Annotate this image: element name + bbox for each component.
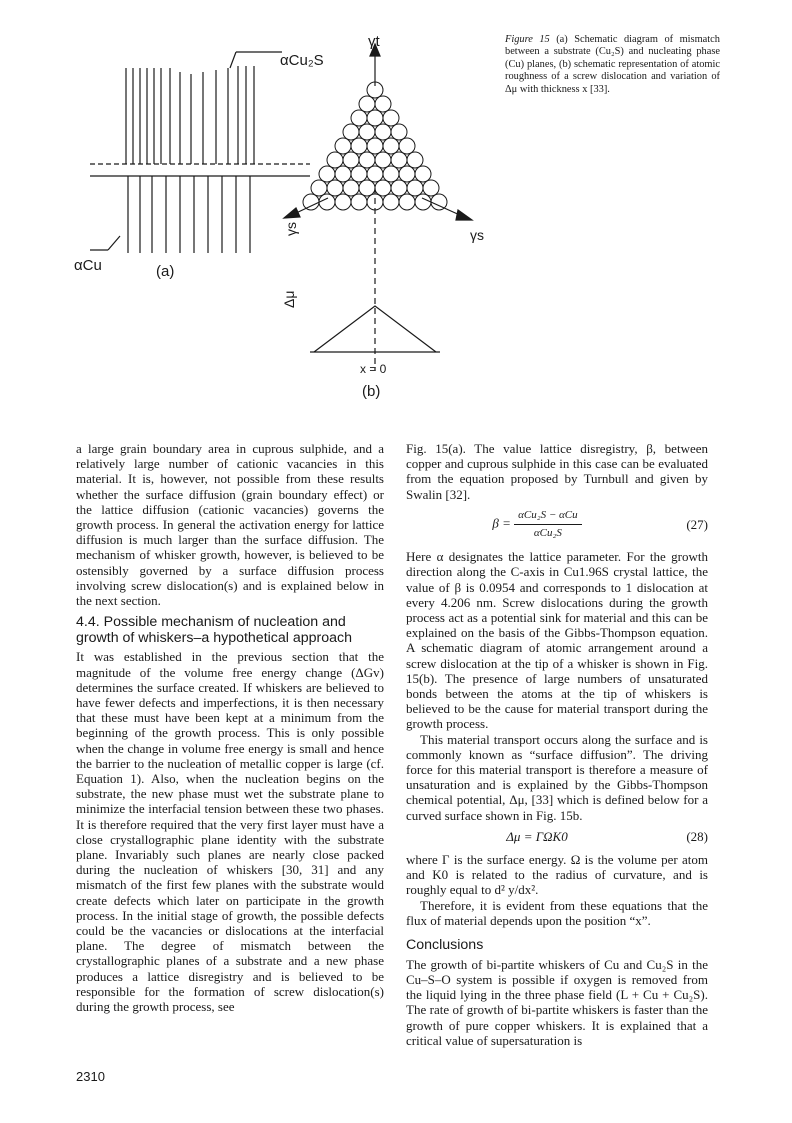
- section-heading-4-4: [76, 615, 384, 646]
- label-a: (a): [156, 263, 175, 280]
- atom: [391, 152, 407, 168]
- atom: [359, 180, 375, 196]
- right-para-5: Therefore, it is evident from these equations that the flux of material depends upon the position “x”.: [406, 897, 708, 928]
- atom: [359, 96, 375, 112]
- eq27-lhs: β =: [492, 515, 511, 531]
- caption-figure-label: Figure 15: [505, 34, 550, 45]
- conclusions-heading: Conclusions: [406, 937, 484, 954]
- mismatch-diagram-a: [90, 52, 310, 253]
- equation-28: [406, 829, 708, 844]
- right-para-4: where Γ is the surface energy. Ω is the volume per atom and K0 is related to the radius of curvature, and is roughly equal to d² y/dx².: [406, 852, 708, 898]
- atom: [335, 194, 351, 210]
- atom: [351, 194, 367, 210]
- atom: [351, 110, 367, 126]
- atom: [351, 166, 367, 182]
- atom: [383, 166, 399, 182]
- atom: [367, 138, 383, 154]
- atom: [399, 166, 415, 182]
- atom: [383, 110, 399, 126]
- atom: [335, 138, 351, 154]
- eq27-denominator: αCu₂S: [533, 527, 562, 540]
- atom: [343, 180, 359, 196]
- atom: [367, 166, 383, 182]
- atom: [327, 180, 343, 196]
- atom: [383, 194, 399, 210]
- atom: [423, 180, 439, 196]
- atom: [375, 152, 391, 168]
- atom: [375, 96, 391, 112]
- atom: [375, 180, 391, 196]
- atom: [391, 124, 407, 140]
- eq28-label: (28): [686, 828, 708, 844]
- gamma-s-right-label: γs: [470, 227, 484, 243]
- atom: [407, 180, 423, 196]
- atom: [319, 194, 335, 210]
- section-number: 4.4.: [76, 614, 100, 631]
- alpha-cu2s-label: αCu₂S: [280, 52, 324, 69]
- section-title: Possible mechanism of nucleation and growth of whiskers–a hypothetical approach: [76, 614, 353, 646]
- right-para-6: The growth of bi-partite whiskers of Cu and Cu₂S in the Cu–S–O system is possible if oxygen is removed from the liquid lying in the three phase field (L + Cu + Cu₂S). The rate of growth of bi-partite whiskers is faster than the growth of pure copper whiskers. It is explained that a critical value of supersaturation is: [406, 956, 708, 1048]
- atom: [303, 194, 319, 210]
- label-b: (b): [362, 383, 381, 400]
- eq27-numerator: αCu₂S − αCu: [514, 508, 581, 525]
- gamma-s-left-label: γs: [283, 222, 299, 236]
- delta-mu-axis-label: Δμ: [281, 290, 297, 308]
- alpha-cu-label: αCu: [74, 257, 102, 274]
- atom: [399, 194, 415, 210]
- atom: [311, 180, 327, 196]
- x-zero-label: x = 0: [360, 362, 387, 376]
- atom: [391, 180, 407, 196]
- atom: [407, 152, 423, 168]
- atom: [383, 138, 399, 154]
- caption-text: (a) Schematic diagram of mismatch between a substrate (Cu₂S) and nucleating phase (Cu) planes, (b) schematic representation of atomic roughness of a screw dislocation and variation of Δμ with thickness x [33].: [505, 34, 720, 95]
- atom: [415, 166, 431, 182]
- right-column: [406, 441, 708, 1048]
- atom: [375, 124, 391, 140]
- right-para-3: This material transport occurs along the surface and is commonly known as “surface diffusion”. The driving force for this material transport is therefore a measure of unsaturation and is explained by the Gibbs-Thompson chemical potential, Δμ, [33] which is defined below for a curved surface shown in Fig. 15b.: [406, 731, 708, 823]
- gamma-t-label: γt: [368, 33, 380, 50]
- eq28-body: Δμ = ΓΩK0: [506, 828, 568, 844]
- page-number: 2310: [76, 1069, 105, 1084]
- atom: [319, 166, 335, 182]
- atom: [343, 124, 359, 140]
- atom: [415, 194, 431, 210]
- atom: [351, 138, 367, 154]
- right-para-1: Fig. 15(a). The value lattice disregistry, β, between copper and cuprous sulphide in this case can be evaluated from the equation proposed by Turnbull and given by Swalin [32].: [406, 441, 708, 502]
- atom: [359, 152, 375, 168]
- eq27-label: (27): [686, 516, 708, 532]
- figure-caption: [505, 34, 720, 96]
- left-para-2: It was established in the previous section that the magnitude of the volume free energy change (ΔGv) determines the surface created. If whiskers are believed to have fewer defects and imperfections, it is then necessary that these must have been kept at a minimum from the beginning of the growth process. This is only possible when the change in volume free energy is small and hence the barrier to the nucleation of metallic copper is large (cf. Equation 1). Also, when the nucleation begins on the substrate, the new phase must wet the substrate plane to minimize the interfacial tension between these two phases. It is therefore required that the very first layer must have a close crystallographic plane identity with the substrate plane. Invariably such planes are nearly close packed during the nucleation of whiskers [30, 31] and any mismatch of the first few planes with the substrate would create defects which later on participate in the growth process. In the initial stage of growth, the possible defects could be the vacancies or dislocations at the interfacial plane. The degree of mismatch between the crystallographic planes of a substrate and a new phase produces a lattice disregistry and is believed to be responsible for the formation of screw dislocation(s) during the growth process, see: [76, 649, 384, 1015]
- atom: [343, 152, 359, 168]
- left-para-1: a large grain boundary area in cuprous sulphide, and a relatively large number of cationic vacancies in this material. It is, however, not possible from these results whether the surface diffusion (grain boundary effect) or the lattice diffusion (cationic vacancies) governs the growth process. In general the activation energy for lattice diffusion is much larger than the surface diffusion. The mechanism of whisker growth, however, is believed to be ostensibly governed by a surface diffusion process involving screw dislocation(s) and is explained below in the next section.: [76, 441, 384, 609]
- left-column: [76, 441, 384, 1014]
- atom: [367, 110, 383, 126]
- figure-15: [70, 28, 510, 423]
- equation-27: [406, 508, 708, 541]
- atom: [399, 138, 415, 154]
- right-para-2: Here α designates the lattice parameter. For the growth direction along the C-axis in Cu1.96S crystal lattice, the value of β is 0.0954 and corresponds to 1 dislocation at every 4.206 nm. Screw dislocations during the growth process act as a potential sink for material and this can be explained on the basis of the Gibbs-Thompson equation. A schematic diagram of atomic arrangement around a screw dislocation at the tip of a whisker is shown in Fig. 15(b). The presence of large numbers of unsaturated bonds between the atoms at the tip of whiskers is believed to be the cause for material transport during the growth process.: [406, 549, 708, 732]
- atom: [327, 152, 343, 168]
- atom: [359, 124, 375, 140]
- atom: [335, 166, 351, 182]
